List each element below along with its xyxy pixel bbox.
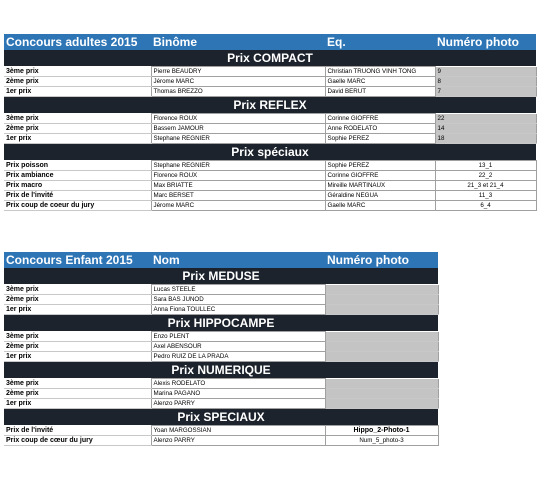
prize-label: 1er prix	[4, 134, 151, 144]
eq-cell: Mireille MARTINAUX	[325, 181, 435, 191]
section-title: Prix REFLEX	[4, 97, 536, 114]
prize-label: Prix macro	[4, 181, 151, 191]
nom-cell: Yoan MARGOSSIAN	[151, 426, 325, 436]
photo-number-cell: 11_3	[435, 191, 536, 201]
prize-label: 2ème prix	[4, 342, 151, 352]
section-title: Prix NUMERIQUE	[4, 362, 438, 379]
adults-header-row	[4, 34, 536, 50]
section-title: Prix spéciaux	[4, 144, 536, 161]
photo-number-cell	[325, 342, 438, 352]
eq-cell: Anne RODELATO	[325, 124, 435, 134]
table-row	[4, 352, 438, 362]
prize-label: Prix coup de cœur du jury	[4, 436, 151, 446]
nom-cell: Sara BAS JUNOD	[151, 295, 325, 305]
table-row	[4, 305, 438, 315]
binome-cell: Stephane REGNIER	[151, 134, 325, 144]
eq-cell: David BERUT	[325, 87, 435, 97]
section-header-row	[4, 409, 438, 426]
table-row	[4, 399, 438, 409]
table-row	[4, 389, 438, 399]
children-header-nom: Nom	[151, 252, 325, 268]
table-row	[4, 201, 536, 211]
adults-results-table	[4, 34, 537, 211]
section-title: Prix HIPPOCAMPE	[4, 315, 438, 332]
prize-label: Prix coup de coeur du jury	[4, 201, 151, 211]
binome-cell: Thomas BREZZO	[151, 87, 325, 97]
eq-cell: Sophie PEREZ	[325, 134, 435, 144]
prize-label: 3ème prix	[4, 67, 151, 77]
section-title: Prix COMPACT	[4, 50, 536, 67]
table-row	[4, 161, 536, 171]
table-row	[4, 426, 438, 436]
binome-cell: Bassem JAMOUR	[151, 124, 325, 134]
eq-cell: Sophie PEREZ	[325, 161, 435, 171]
table-row	[4, 342, 438, 352]
eq-cell: Corinne GIOFFRE	[325, 171, 435, 181]
table-row	[4, 134, 536, 144]
adults-header-photo: Numéro photo	[435, 34, 536, 50]
photo-number-cell	[325, 352, 438, 362]
eq-cell: Gaelle MARC	[325, 201, 435, 211]
nom-cell: Alenzo PARRY	[151, 399, 325, 409]
prize-label: 2ème prix	[4, 389, 151, 399]
nom-cell: Axel ABENSOUR	[151, 342, 325, 352]
prize-label: 1er prix	[4, 305, 151, 315]
table-row	[4, 295, 438, 305]
children-results-table	[4, 252, 439, 446]
nom-cell: Alexis RODELATO	[151, 379, 325, 389]
photo-number-cell: 13_1	[435, 161, 536, 171]
photo-number-cell	[325, 305, 438, 315]
section-header-row	[4, 144, 536, 161]
binome-cell: Max BRIATTE	[151, 181, 325, 191]
photo-number-cell: 9	[435, 67, 536, 77]
binome-cell: Florence ROUX	[151, 114, 325, 124]
photo-number-cell: 7	[435, 87, 536, 97]
prize-label: 1er prix	[4, 87, 151, 97]
eq-cell: Géraldine NEGUA	[325, 191, 435, 201]
table-row	[4, 67, 536, 77]
photo-number-cell	[325, 332, 438, 342]
adults-table-body	[4, 34, 536, 211]
binome-cell: Florence ROUX	[151, 171, 325, 181]
prize-label: 3ème prix	[4, 285, 151, 295]
table-row	[4, 114, 536, 124]
nom-cell: Alenzo PARRY	[151, 436, 325, 446]
section-header-row	[4, 97, 536, 114]
eq-cell: Christian TRUONG VINH TONG	[325, 67, 435, 77]
photo-number-cell: 8	[435, 77, 536, 87]
adults-header-eq: Eq.	[325, 34, 435, 50]
table-row	[4, 87, 536, 97]
photo-number-cell	[325, 399, 438, 409]
table-row	[4, 171, 536, 181]
table-row	[4, 285, 438, 295]
photo-number-cell: 22_2	[435, 171, 536, 181]
section-header-row	[4, 362, 438, 379]
prize-label: 3ème prix	[4, 114, 151, 124]
photo-number-cell	[325, 285, 438, 295]
prize-label: Prix de l'invité	[4, 191, 151, 201]
section-header-row	[4, 50, 536, 67]
table-row	[4, 181, 536, 191]
binome-cell: Marc BERSET	[151, 191, 325, 201]
children-header-row	[4, 252, 438, 268]
photo-number-cell: 21_3 et 21_4	[435, 181, 536, 191]
prize-label: Prix ambiance	[4, 171, 151, 181]
binome-cell: Jérome MARC	[151, 77, 325, 87]
section-header-row	[4, 268, 438, 285]
nom-cell: Marina PAGANO	[151, 389, 325, 399]
table-row	[4, 436, 438, 446]
binome-cell: Pierre BEAUDRY	[151, 67, 325, 77]
prize-label: 2ème prix	[4, 124, 151, 134]
nom-cell: Lucas STEELE	[151, 285, 325, 295]
adults-header-title: Concours adultes 2015	[4, 34, 151, 50]
photo-number-cell: Hippo_2-Photo-1	[325, 426, 438, 436]
nom-cell: Pedro RUIZ DE LA PRADA	[151, 352, 325, 362]
adults-header-binome: Binôme	[151, 34, 325, 50]
table-row	[4, 332, 438, 342]
photo-number-cell	[325, 295, 438, 305]
photo-number-cell: 22	[435, 114, 536, 124]
binome-cell: Jérome MARC	[151, 201, 325, 211]
table-row	[4, 379, 438, 389]
eq-cell: Corinne GIOFFRE	[325, 114, 435, 124]
prize-label: Prix poisson	[4, 161, 151, 171]
photo-number-cell: 6_4	[435, 201, 536, 211]
photo-number-cell: Num_5_photo-3	[325, 436, 438, 446]
eq-cell: Gaelle MARC	[325, 77, 435, 87]
children-header-photo: Numéro photo	[325, 252, 438, 268]
prize-label: 3ème prix	[4, 332, 151, 342]
children-header-title: Concours Enfant 2015	[4, 252, 151, 268]
prize-label: 2ème prix	[4, 77, 151, 87]
photo-number-cell	[325, 379, 438, 389]
prize-label: 3ème prix	[4, 379, 151, 389]
photo-number-cell: 14	[435, 124, 536, 134]
photo-number-cell: 18	[435, 134, 536, 144]
children-table-body	[4, 252, 438, 446]
nom-cell: Enzo PLENT	[151, 332, 325, 342]
section-header-row	[4, 315, 438, 332]
photo-number-cell	[325, 389, 438, 399]
prize-label: 1er prix	[4, 399, 151, 409]
section-title: Prix MEDUSE	[4, 268, 438, 285]
binome-cell: Stephane REGNIER	[151, 161, 325, 171]
prize-label: Prix de l'invité	[4, 426, 151, 436]
table-row	[4, 191, 536, 201]
section-title: Prix SPECIAUX	[4, 409, 438, 426]
table-row	[4, 124, 536, 134]
table-row	[4, 77, 536, 87]
nom-cell: Anna Fiona TOULLEC	[151, 305, 325, 315]
prize-label: 2ème prix	[4, 295, 151, 305]
prize-label: 1er prix	[4, 352, 151, 362]
